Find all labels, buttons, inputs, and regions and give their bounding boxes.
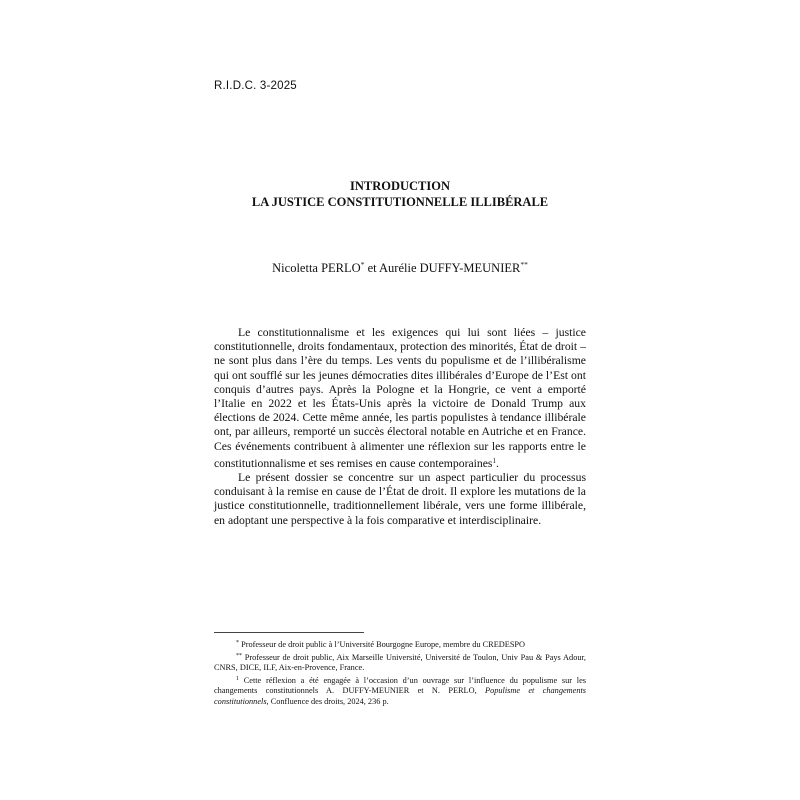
footnote-2	[214, 651, 586, 674]
footnote-ref-1: 1	[492, 456, 496, 465]
footnote-2-mark: **	[236, 652, 242, 659]
footnote-3-book-title: Populisme et changements constitutionnels	[214, 686, 587, 706]
author-1: Nicoletta PERLO	[272, 261, 361, 275]
footnote-3-text: Cette réflexion a été engagée à l’occasion d’un ouvrage sur l’influence du populisme sur les changements constitutionnels A. DUFFY-MEUNIER et N. PERLO,	[214, 675, 586, 696]
title-line-2: LA JUSTICE CONSTITUTIONNELLE ILLIBÉRALE	[251, 195, 549, 209]
footnote-separator	[214, 632, 364, 633]
article-title	[200, 178, 600, 210]
paragraph-1	[214, 326, 586, 471]
footnote-3	[214, 674, 586, 708]
paragraph-2: Le présent dossier se concentre sur un aspect particulier du processus conduisant à la remise en cause de l’État de droit. Il explore les mutations de la justice constitutionnelle, traditionnellement libérale, vers une forme illibérale, en adoptant une perspective à la fois comparative et interdisciplinaire.	[214, 471, 586, 527]
footnote-1-mark: *	[236, 640, 239, 646]
author-2-note-mark: **	[520, 260, 528, 269]
title-line-1: INTRODUCTION	[349, 179, 450, 193]
author-1-note-mark: *	[360, 260, 365, 269]
footnotes	[214, 638, 586, 708]
footnote-3-mark: 1	[236, 675, 239, 682]
footnote-1-text: Professeur de droit public à l’Université Bourgogne Europe, membre du CREDESPO	[239, 640, 526, 649]
paragraph-1-text: Le constitutionnalisme et les exigences qui lui sont liées – justice constitutionnelle, droits fondamentaux, protection des minorités, État de droit – ne sont plus dans l’ère du temps. Les vents du populisme et de l’illibéralisme qui ont soufflé sur les jeunes démocraties dites illibérales d’Europe de l’Est ont conquis d’autres pays. Après la Pologne et la Hongrie, ce vent a emporté l’Italie en 2022 et les États-Unis après la victoire de Donald Trump aux élections de 2024. Cette même année, les partis populistes à tendance illibérale ont, par ailleurs, remporté un succès électoral notable en Autriche et en France. Ces événements contribuent à alimenter une réflexion sur les rapports entre le constitutionnalisme et ses remises en cause contemporaines	[214, 326, 586, 470]
footnote-1	[214, 638, 586, 651]
paragraph-1-end: .	[495, 456, 499, 470]
footnote-3-end: , Confluence des droits, 2024, 236 p.	[266, 696, 389, 706]
footnote-2-text: Professeur de droit public, Aix Marseille Université, Université de Toulon, Univ Pau & Pays Adour, CNRS, DICE, ILF, Aix-en-Provence, France.	[214, 652, 586, 673]
author-2: Aurélie DUFFY-MEUNIER	[379, 261, 521, 275]
author-line	[200, 260, 600, 276]
running-head: R.I.D.C. 3-2025	[214, 80, 297, 92]
author-connector: et	[364, 261, 380, 275]
body-text	[214, 326, 586, 528]
